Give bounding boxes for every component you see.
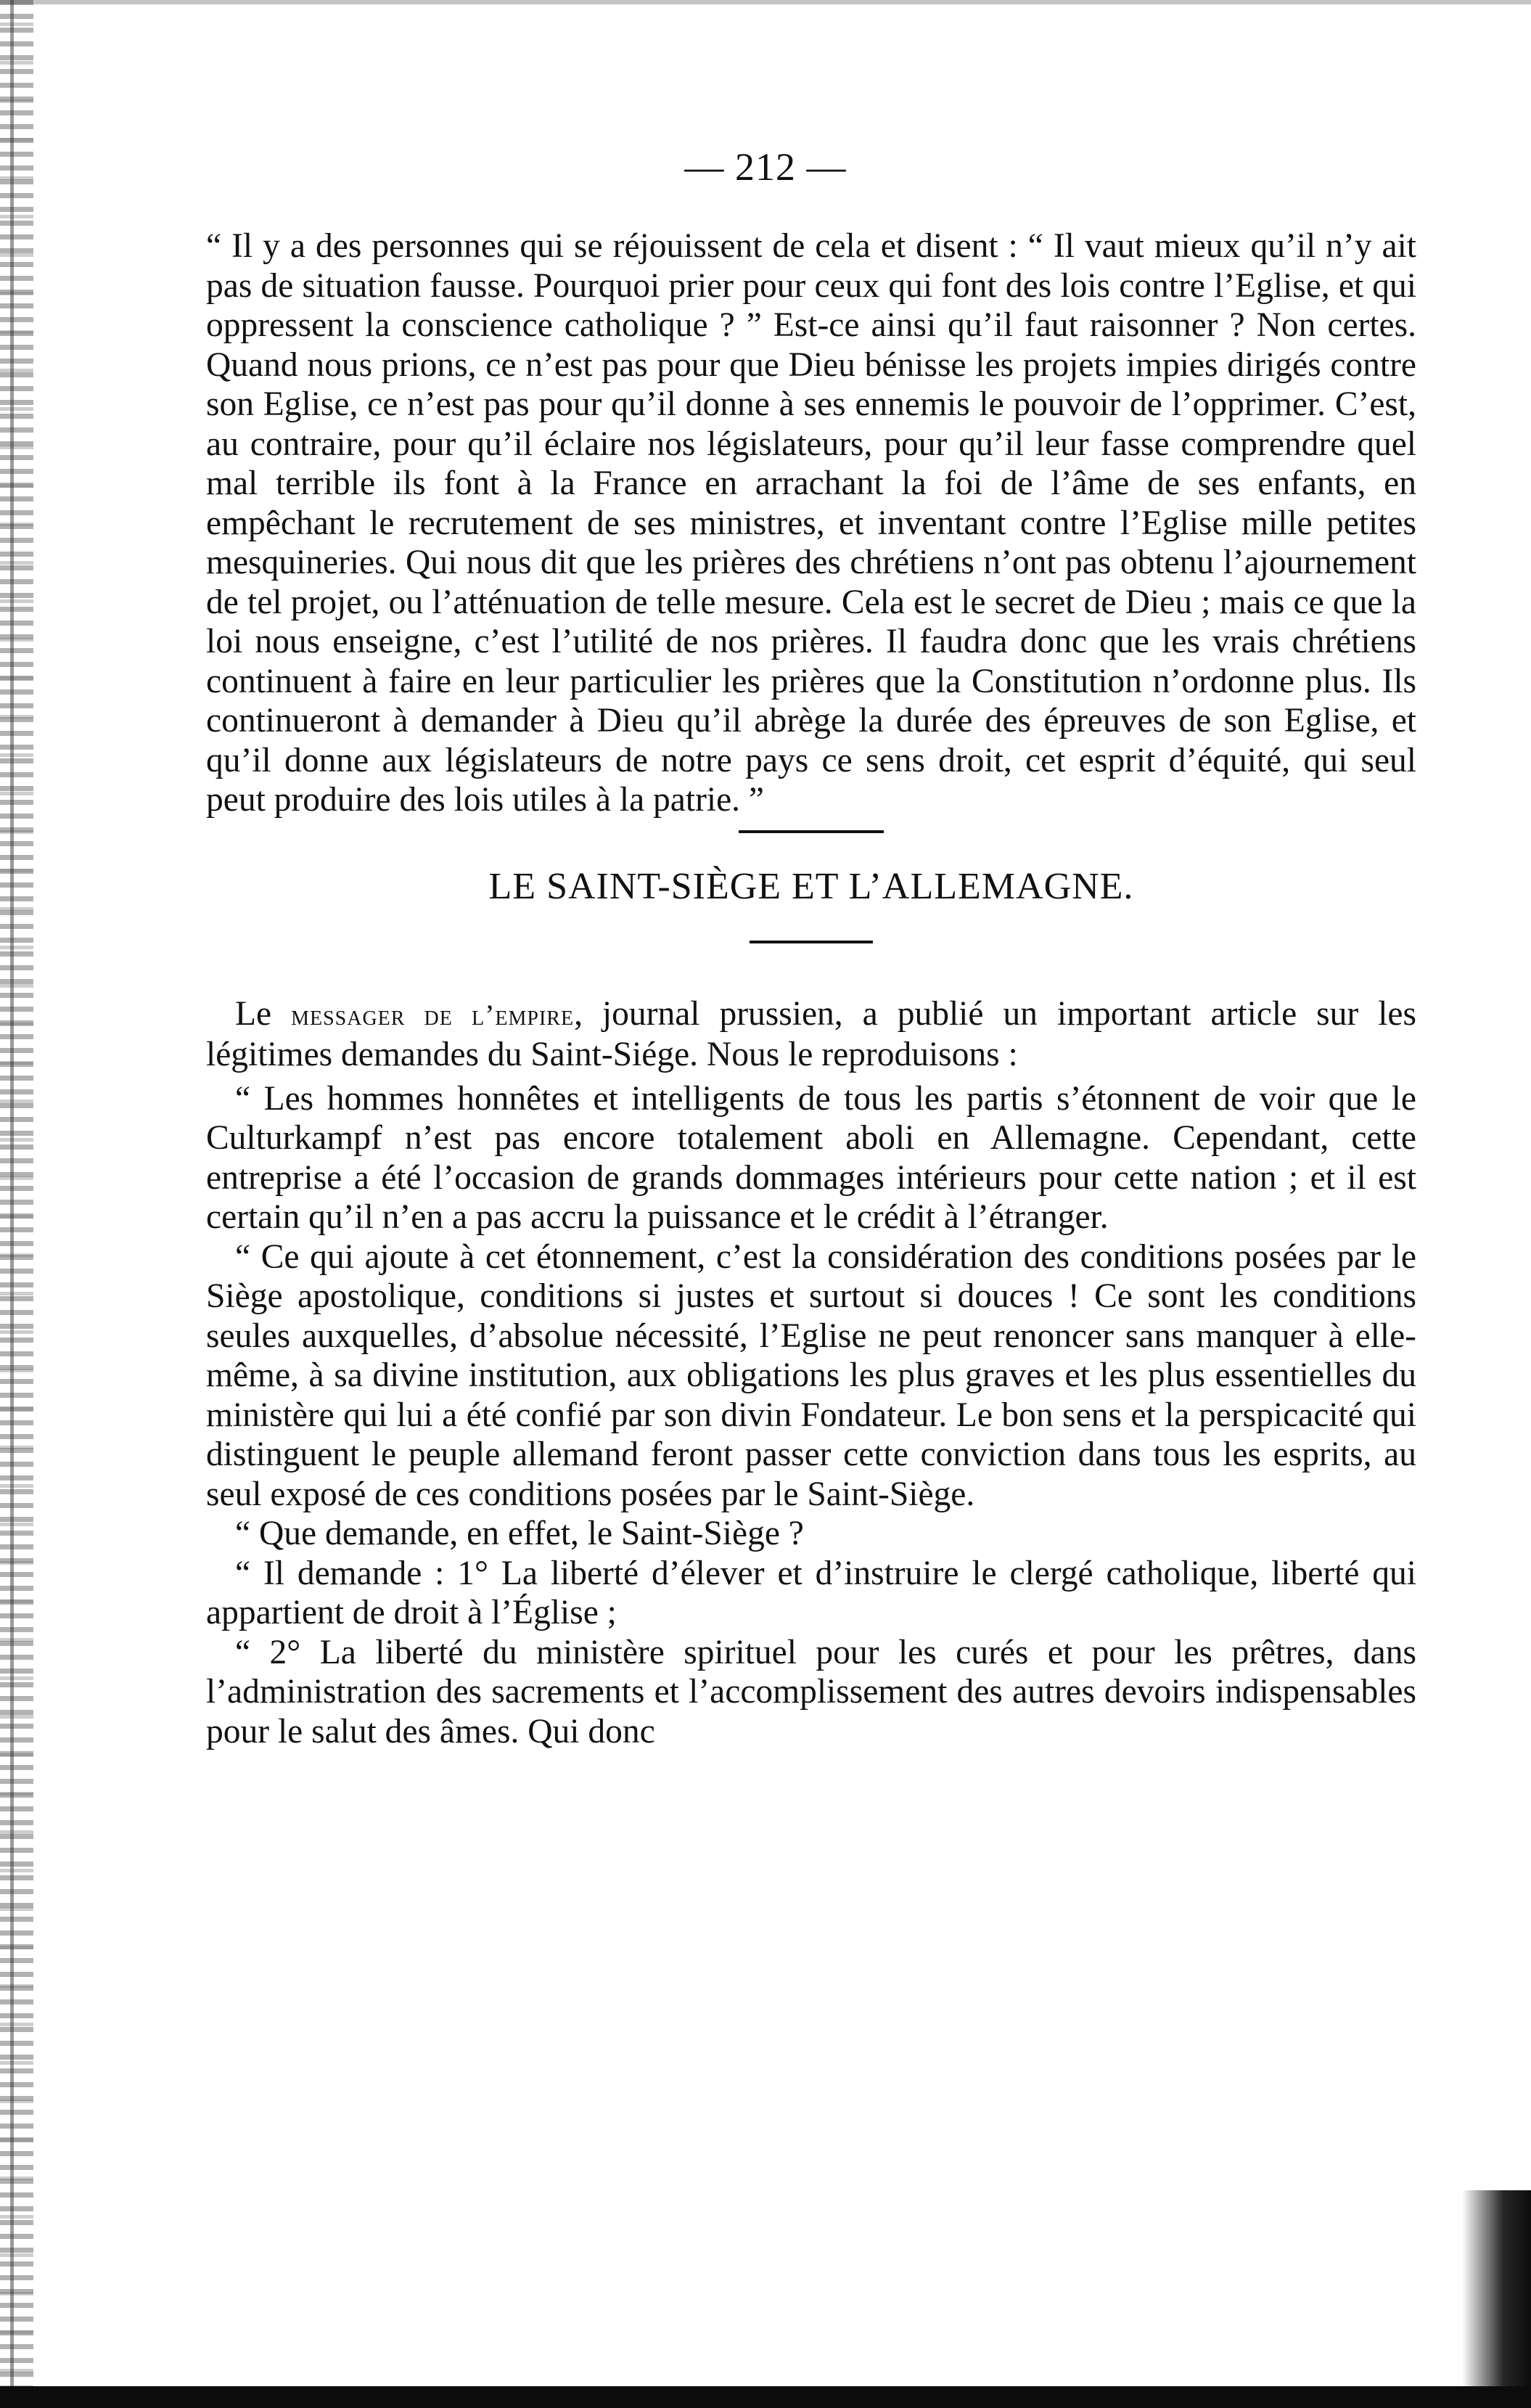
section-divider-top (739, 830, 884, 833)
page-body (206, 226, 1416, 1751)
paragraph-culturkampf: “ Les hommes honnêtes et intelligents de tous les partis s’étonnent de voir que le Culturkampf n’est pas encore totalement aboli en Allemagne. Cependant, cette entreprise a été l’occasion de grands dommages intérieurs pour cette nation ; et il est certain qu’il n’en a pas accru la puissance et le crédit à l’étranger. (206, 1079, 1416, 1236)
section-divider-bottom (750, 941, 873, 943)
paragraph-demand-1: “ Il demande : 1° La liberté d’élever et d’instruire le clergé catholique, liberté qui appartient de droit à l’Église ; (206, 1554, 1416, 1631)
scan-corner-shadow (1462, 2190, 1531, 2408)
paragraph-demand-2: “ 2° La liberté du ministère spirituel pour les curés et pour les prêtres, dans l’administration des sacrements et l’accomplissement des autres devoirs indispensables pour le salut des âmes. Qui donc (206, 1633, 1416, 1750)
paragraph-question: “ Que demande, en effet, le Saint-Siège ? (235, 1515, 804, 1552)
scan-binding-edge (0, 0, 33, 2408)
intro-rest: , journal prussien, a publié un important article sur les légitimes demandes du Saint-Siége. Nous le reproduisons : (206, 994, 1416, 1073)
page-number: — 212 — (684, 145, 847, 189)
paragraph-conditions: “ Ce qui ajoute à cet étonnement, c’est la considération des conditions posées par le Siège apostolique, conditions si justes et surtout si douces ! Ce sont les conditions seules auxquelles, d’absolue nécessité, l’Eglise ne peut renoncer sans manquer à elle-même, à sa divine institution, aux obligations les plus graves et les plus essentielles du ministère qui lui a été confié par son divin Fondateur. Le bon sens et la perspicacité qui distinguent le peuple allemand feront passer cette conviction dans tous les esprits, au seul exposé de ces conditions posées par le Saint-Siège. (206, 1237, 1416, 1513)
scan-bottom-edge (0, 2386, 1531, 2408)
section-heading: LE SAINT-SIÈGE ET L’ALLEMAGNE. (488, 865, 1134, 907)
newspaper-name: messager de l’empire (291, 998, 575, 1031)
scan-top-edge (0, 0, 1531, 4)
scan-binding-line (10, 0, 14, 2408)
intro-lead: Le (235, 994, 292, 1033)
paragraph-prayer-quote: “ Il y a des personnes qui se réjouissent de cela et disent : “ Il vaut mieux qu’il n’y ait pas de situation fausse. Pourquoi prier pour ceux qui font des lois contre l’Eglise, et qui oppressent la conscience catholique ? ” Est-ce ainsi qu’il faut raisonner ? Non certes. Quand nous prions, ce n’est pas pour que Dieu bénisse les projets impies dirigés contre son Eglise, ce n’est pas pour qu’il donne à ses ennemis le pouvoir de l’opprimer. C’est, au contraire, pour qu’il éclaire nos législateurs, pour qu’il leur fasse comprendre quel mal terrible ils font à la France en arrachant la foi de l’âme de ses enfants, en empêchant le recrutement de ses ministres, et inventant contre l’Eglise mille petites mesquineries. Qui nous dit que les prières des chrétiens n’ont pas obtenu l’ajournement de tel projet, ou l’atténuation de telle mesure. Cela est le secret de Dieu ; mais ce que la loi nous enseigne, c’est l’utilité de nos prières. Il faudra donc que les vrais chrétiens continuent à faire en leur particulier les prières que la Constitution n’ordonne plus. Ils continueront à demander à Dieu qu’il abrège la durée des épreuves de son Eglise, et qu’il donne aux législateurs de notre pays ce sens droit, cet esprit d’équité, qui seul peut produire des lois utiles à la patrie. ” (206, 227, 1416, 819)
paragraph-intro (206, 994, 1416, 1075)
